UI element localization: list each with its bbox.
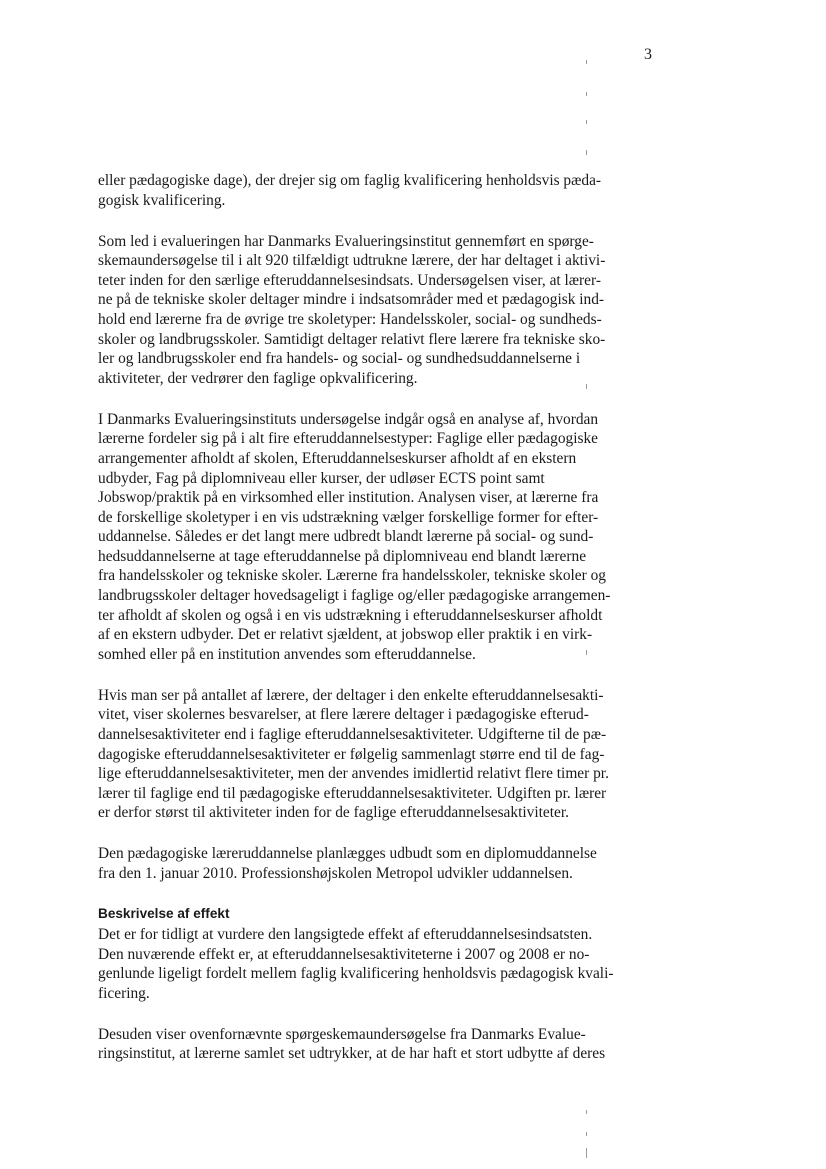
text-line: genlunde ligeligt fordelt mellem faglig kvalificering henholdsvis pædagogisk kvali- [98,965,614,983]
paragraph [98,844,643,883]
text-line: teter inden for den særlige efteruddannelsesindsats. Undersøgelsen viser, at lærer- [98,271,601,289]
page-number: 3 [644,46,652,63]
section [98,905,643,1064]
text-line: fra den 1. januar 2010. Professionshøjskolen Metropol udvikler uddannelsen. [98,864,573,882]
text-line: skoler og landbrugsskoler. Samtidigt deltager relativt flere lærere fra tekniske sko- [98,330,606,348]
text-line: vitet, viser skolernes besvarelser, at flere lærere deltager i pædagogiske efterud- [98,706,589,724]
paragraph [98,232,643,389]
text-line: hedsuddannelserne at tage efteruddannelse på diplomniveau end blandt lærerne [98,547,587,565]
text-line: uddannelse. Således er det langt mere udbredt blandt lærerne på social- og sund- [98,528,594,546]
text-line: ler og landbrugsskoler end fra handels- og social- og sundhedsuddannelserne i [98,350,581,368]
text-line: lige efteruddannelsesaktiviteter, men der anvendes imidlertid relativt flere timer pr. [98,765,609,783]
text-line: aktiviteter, der vedrører den faglige opkvalificering. [98,369,418,387]
scan-mark [586,60,587,64]
section-heading: Beskrivelse af effekt [98,905,230,921]
text-line: Den pædagogiske læreruddannelse planlægges udbudt som en diplomuddannelse [98,845,597,863]
text-line: somhed eller på en institution anvendes som efteruddannelse. [98,645,476,663]
paragraph [98,171,643,210]
paragraph [98,1025,643,1064]
scan-mark [586,150,587,155]
text-line: hold end lærerne fra de øvrige tre skoletyper: Handelsskoler, social- og sundheds- [98,310,602,328]
text-line: arrangementer afholdt af skolen, Efteruddannelseskurser afholdt af en ekstern [98,449,577,467]
body-text [98,171,643,1064]
text-line: lærerne fordeler sig på i alt fire efteruddannelsestyper: Faglige eller pædagogiske [98,430,599,448]
text-line: fra handelsskoler og tekniske skoler. Lærerne fra handelsskoler, tekniske skoler og [98,567,606,585]
paragraph [98,925,643,1003]
scan-mark [586,1148,587,1158]
text-line: dannelsesaktiviteter end i faglige efteruddannelsesaktiviteter. Udgifterne til de pæ- [98,726,607,744]
text-line: de forskellige skoletyper i en vis udstrækning vælger forskellige former for efter- [98,508,599,526]
text-line: dagogiske efteruddannelsesaktiviteter er følgelig sammenlagt større end til de fag- [98,745,605,763]
text-line: ter afholdt af skolen og også i en vis udstrækning i efteruddannelseskurser afholdt [98,606,603,624]
scan-mark [586,1110,587,1114]
text-line: eller pædagogiske dage), der drejer sig om faglig kvalificering henholdsvis pæda- [98,172,602,189]
paragraph [98,686,643,823]
text-line: Det er for tidligt at vurdere den langsigtede effekt af efteruddannelsesindsatsten. [98,925,593,943]
text-line: lærer til faglige end til pædagogiske efteruddannelsesaktiviteter. Udgiften pr. lærer [98,784,607,802]
text-line: ringsinstitut, at lærerne samlet set udtrykker, at de har haft et stort udbytte af deres [98,1045,606,1063]
scan-mark [586,120,587,124]
text-line: skemaundersøgelse til i alt 920 tilfældigt udtrukne lærere, der har deltaget i aktivi- [98,252,606,270]
text-line: Hvis man ser på antallet af lærere, der deltager i den enkelte efteruddannelsesakti- [98,686,604,704]
text-line: Desuden viser ovenfornævnte spørgeskemaundersøgelse fra Danmarks Evalue- [98,1025,586,1043]
paragraph [98,410,643,665]
text-line: Den nuværende effekt er, at efteruddannelsesaktiviteterne i 2007 og 2008 er no- [98,945,590,963]
text-line: udbyder, Fag på diplomniveau eller kurser, der udløser ECTS point samt [98,469,545,487]
text-line: Jobswop/praktik på en virksomhed eller institution. Analysen viser, at lærerne fra [98,489,599,507]
text-line: ficering. [98,984,150,1002]
text-line: ne på de tekniske skoler deltager mindre i indsatsområder med et pædagogisk ind- [98,291,605,309]
scan-mark [586,1132,587,1136]
text-line: I Danmarks Evalueringsinstituts undersøgelse indgår også en analyse af, hvordan [98,410,599,428]
text-line: gogisk kvalificering. [98,191,226,209]
text-line: af en ekstern udbyder. Det er relativt sjældent, at jobswop eller praktik i en virk- [98,626,593,644]
text-line: er derfor størst til aktiviteter inden for de faglige efteruddannelsesaktiviteter. [98,804,569,822]
text-line: Som led i evalueringen har Danmarks Evalueringsinstitut gennemført en spørge- [98,232,594,250]
text-line: landbrugsskoler deltager hovedsageligt i faglige og/eller pædagogiske arrangemen- [98,587,611,605]
scan-mark [586,92,587,96]
